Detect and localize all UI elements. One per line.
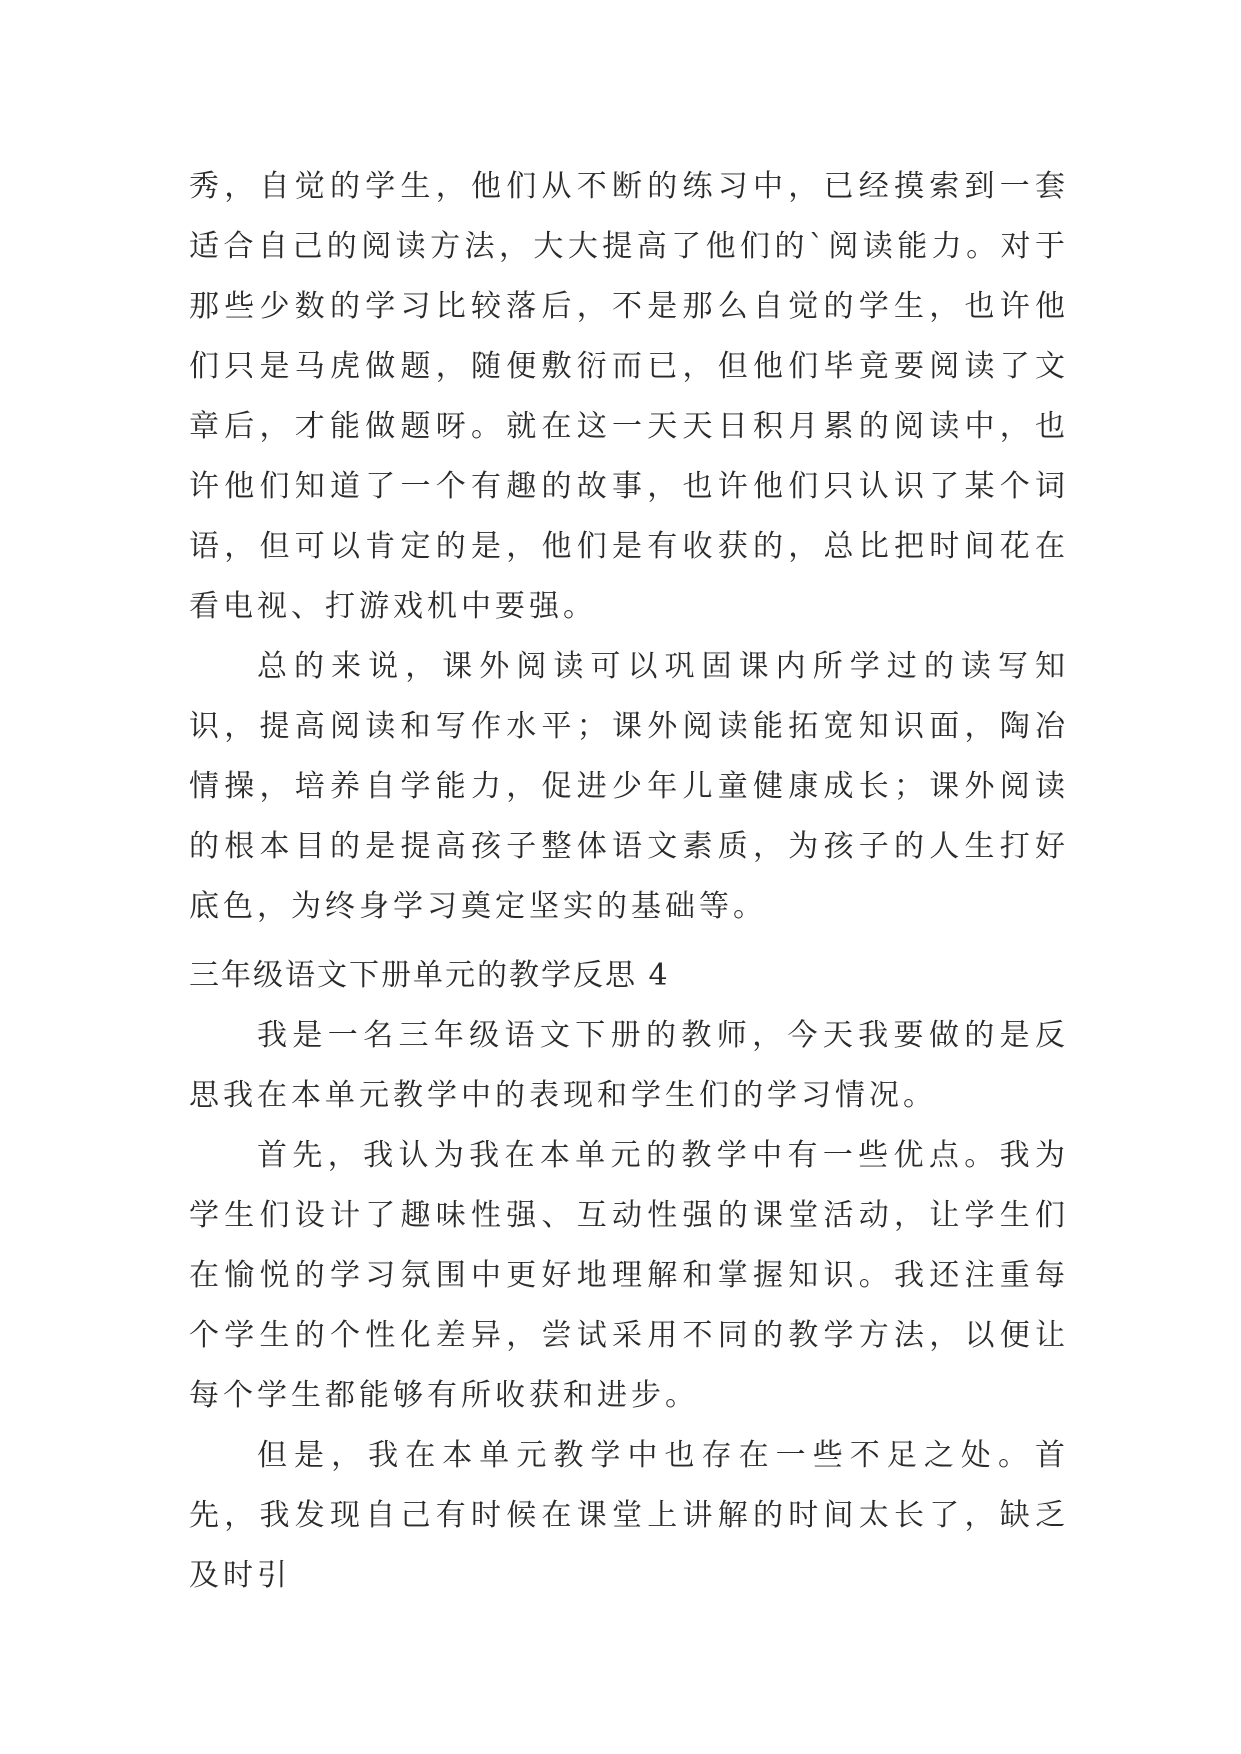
body-paragraph: 首先，我认为我在本单元的教学中有一些优点。我为学生们设计了趣味性强、互动性强的课堂活动，让学生们在愉悦的学习氛围中更好地理解和掌握知识。我还注重每个学生的个性化差异，尝试采用不同的教学方法，以便让每个学生都能够有所收获和进步。	[189, 1138, 1069, 1413]
section-continued-text	[189, 157, 1069, 937]
body-paragraph: 总的来说，课外阅读可以巩固课内所学过的读写知识，提高阅读和写作水平；课外阅读能拓宽知识面，陶冶情操，培养自学能力，促进少年儿童健康成长；课外阅读的根本目的是提高孩子整体语文素质，为孩子的人生打好底色，为终身学习奠定坚实的基础等。	[189, 649, 1069, 924]
section-heading: 三年级语文下册单元的教学反思 4	[189, 958, 670, 993]
body-paragraph: 但是，我在本单元教学中也存在一些不足之处。首先，我发现自己有时候在课堂上讲解的时间太长了，缺乏及时引	[189, 1438, 1069, 1593]
body-paragraph: 秀，自觉的学生，他们从不断的练习中，已经摸索到一套适合自己的阅读方法，大大提高了他们的`阅读能力。对于那些少数的学习比较落后，不是那么自觉的学生，也许他们只是马虎做题，随便敷衍而已，但他们毕竟要阅读了文章后，才能做题呀。就在这一天天日积月累的阅读中，也许他们知道了一个有趣的故事，也许他们只认识了某个词语，但可以肯定的是，他们是有收获的，总比把时间花在看电视、打游戏机中要强。	[189, 169, 1069, 624]
reflection-section	[189, 946, 1069, 1606]
body-paragraph: 我是一名三年级语文下册的教师，今天我要做的是反思我在本单元教学中的表现和学生们的学习情况。	[189, 1018, 1069, 1113]
